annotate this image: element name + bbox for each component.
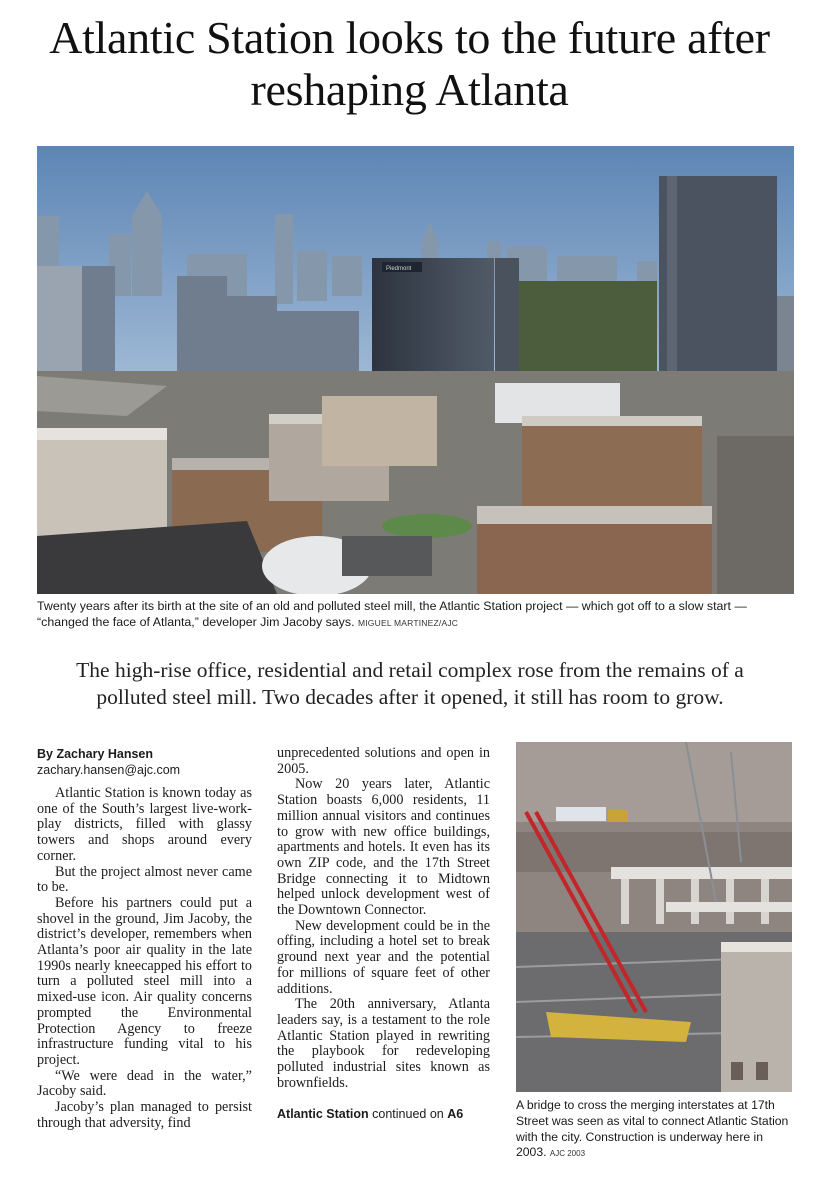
side-photo: [516, 742, 792, 1092]
side-photo-credit: AJC 2003: [549, 1149, 586, 1159]
paragraph: New development could be in the offing, including a hotel set to break ground next year and the potential for millions of square feet of other additions.: [277, 917, 490, 997]
main-photo-caption-text: Twenty years after its birth at the site of an old and polluted steel mill, the Atlantic Station project — which got off to a slow start — “changed the face of Atlanta,” developer Jim Jacoby says.: [37, 599, 747, 629]
byline: By Zachary Hansen: [37, 747, 154, 761]
headline: Atlantic Station looks to the future after reshaping Atlanta: [49, 12, 770, 115]
continued-jump[interactable]: [277, 1107, 490, 1123]
jump-label: Atlantic Station: [277, 1107, 369, 1122]
side-photo-caption-text: A bridge to cross the merging interstates at 17th Street was seen as vital to connect Atlantic Station with the city. Construction is underway here in 2003.: [516, 1098, 789, 1160]
article-column-1: [37, 746, 252, 1131]
side-photo-caption: [516, 1098, 792, 1162]
author-email[interactable]: zachary.hansen@ajc.com: [37, 763, 181, 777]
paragraph: The 20th anniversary, Atlanta leaders say, is a testament to the role Atlantic Station played in rewriting the playbook for redeveloping polluted industrial sites known as brownfields.: [277, 996, 490, 1091]
paragraph: Now 20 years later, Atlantic Station boasts 6,000 residents, 11 million annual visitors and continues to grow with new office buildings, apartments and hotels. It even has its own ZIP code, and the 17th Street Bridge connecting it to Midtown helped unlock development west of the Downtown Connector.: [277, 776, 490, 919]
jump-text: continued on: [372, 1107, 444, 1122]
paragraph: Before his partners could put a shovel in the ground, Jim Jacoby, the district’s developer, remembers when Atlanta’s poor air quality in the late 1990s nearly kneecapped his effort to turn a polluted steel mill into a mixed-use icon. Air quality concerns prompted the Environmental Protection Agency to freeze infrastructure funding vital to his project.: [37, 894, 252, 1068]
main-photo-credit: MIGUEL MARTINEZ/AJC: [357, 618, 459, 628]
building-sign-piedmont: Piedmont: [386, 266, 412, 272]
article-column-2: [277, 746, 490, 1123]
main-photo-caption: [37, 598, 794, 631]
paragraph: Atlantic Station is known today as one of the South’s largest live-work-play districts, filled with glassy towers and shops around every corner.: [37, 785, 252, 864]
jump-page: A6: [447, 1107, 464, 1122]
main-photo: [37, 146, 794, 594]
paragraph: But the project almost never came to be.: [37, 863, 252, 896]
paragraph: unprecedented solutions and open in 2005.: [277, 745, 490, 777]
paragraph: Jacoby’s plan managed to persist through that adversity, find: [37, 1099, 252, 1131]
deck: The high-rise office, residential and retail complex rose from the remains of a polluted steel mill. Two decades after it opened, it still has room to grow.: [76, 658, 744, 709]
paragraph: “We were dead in the water,” Jacoby said.: [37, 1067, 252, 1100]
